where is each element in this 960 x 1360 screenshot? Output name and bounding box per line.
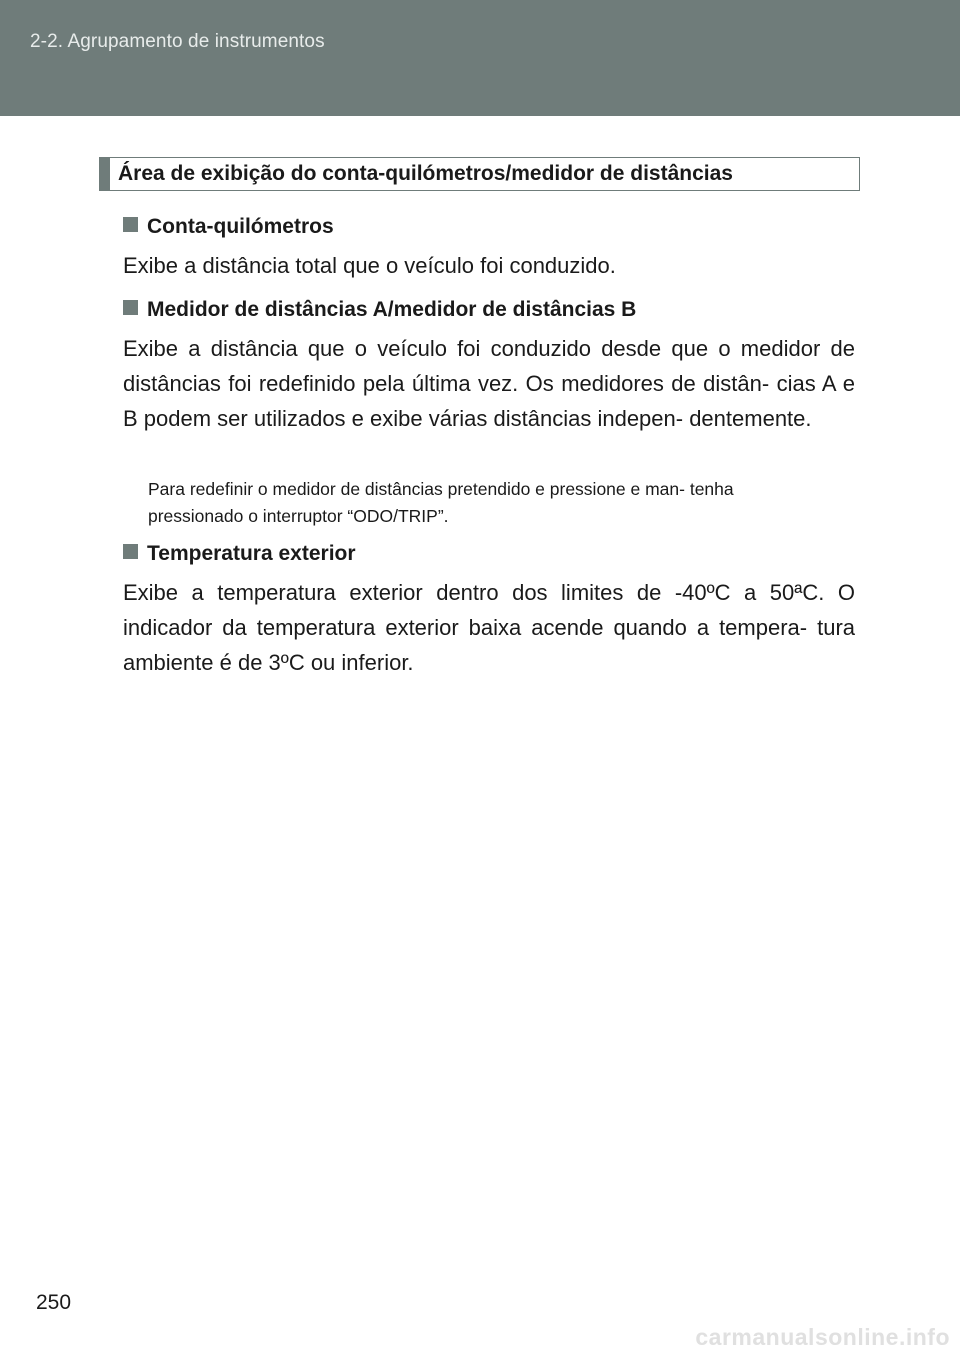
watermark: carmanualsonline.info [695, 1324, 950, 1350]
square-bullet-icon [123, 300, 138, 315]
page-number: 250 [36, 1291, 72, 1314]
section-title-box [99, 157, 860, 191]
subheading-odometer [123, 215, 334, 239]
subheading-trip-meter [123, 298, 636, 322]
square-bullet-icon [123, 544, 138, 559]
section-title: Área de exibição do conta-quilómetros/medidor de distâncias [118, 162, 733, 185]
paragraph-odometer: Exibe a distância total que o veículo foi conduzido. [123, 253, 616, 278]
square-bullet-icon [123, 217, 138, 232]
subheading-label: Medidor de distâncias A/medidor de distâncias B [147, 298, 637, 321]
paragraph-trip-meter: Exibe a distância que o veículo foi conduzido desde que o medidor de distâncias foi redefinido pela última vez. Os medidores de distân- cias A e B podem ser utilizados e exibe várias distâncias indepen- dentemente. [123, 336, 855, 431]
section-title-accent [100, 158, 110, 190]
header-bar [0, 0, 960, 116]
paragraph-outside-temperature: Exibe a temperatura exterior dentro dos limites de -40ºC a 50ªC. O indicador da temperatura exterior baixa acende quando a tempera- tura ambiente é de 3ºC ou inferior. [123, 580, 855, 675]
chapter-title: 2-2. Agrupamento de instrumentos [30, 31, 325, 52]
subheading-label: Temperatura exterior [147, 542, 356, 565]
note-trip-meter: Para redefinir o medidor de distâncias pretendido e pressione e man- tenha pressionado o interruptor “ODO/TRIP”. [148, 479, 734, 526]
subheading-label: Conta-quilómetros [147, 215, 334, 238]
subheading-outside-temperature [123, 542, 356, 566]
